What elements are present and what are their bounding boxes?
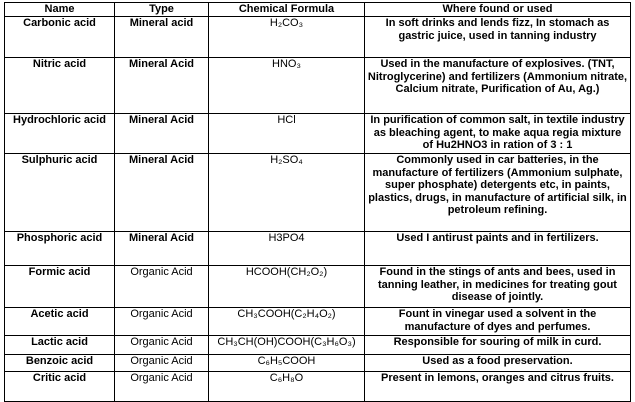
acid-usage: Used in the manufacture of explosives. (TNT, Nitroglycerine) and fertilizers (Ammonium nitrate, Calcium nitrate, Purification of Au, Ag.) (365, 58, 631, 114)
acid-type: Organic Acid (115, 336, 209, 355)
acid-usage: Fount in vinegar used a solvent in the manufacture of dyes and perfumes. (365, 308, 631, 336)
acid-formula: CH₃CH(OH)COOH(C₃H₆O₃) (209, 336, 365, 355)
acid-usage: Found in the stings of ants and bees, used in tanning leather, in medicines for treating gout disease of jointly. (365, 266, 631, 308)
acid-formula: C₆H₅COOH (209, 355, 365, 372)
acid-name: Benzoic acid (5, 355, 115, 372)
table-row (5, 308, 631, 336)
table-row (5, 114, 631, 154)
acids-table (4, 2, 631, 402)
acid-type: Mineral Acid (115, 232, 209, 266)
acid-type: Mineral Acid (115, 114, 209, 154)
table-row (5, 266, 631, 308)
table-row (5, 58, 631, 114)
acid-usage: In soft drinks and lends fizz, In stomach as gastric juice, used in tanning industry (365, 17, 631, 58)
acid-usage: Used as a food preservation. (365, 355, 631, 372)
header-type: Type (115, 3, 209, 17)
acid-usage: Used I antirust paints and in fertilizers. (365, 232, 631, 266)
acid-name: Acetic acid (5, 308, 115, 336)
table-row (5, 355, 631, 372)
acid-formula: C₆H₈O (209, 372, 365, 402)
acid-usage: Present in lemons, oranges and citrus fruits. (365, 372, 631, 402)
acid-formula: HNO₃ (209, 58, 365, 114)
acid-type: Organic Acid (115, 266, 209, 308)
acid-name: Sulphuric acid (5, 154, 115, 232)
acid-name: Lactic acid (5, 336, 115, 355)
acid-type: Organic Acid (115, 355, 209, 372)
header-formula: Chemical Formula (209, 3, 365, 17)
table-row (5, 154, 631, 232)
acid-name: Phosphoric acid (5, 232, 115, 266)
table-row (5, 17, 631, 58)
acid-name: Hydrochloric acid (5, 114, 115, 154)
table-row (5, 232, 631, 266)
table-row (5, 372, 631, 402)
acid-name: Nitric acid (5, 58, 115, 114)
table-body (5, 17, 631, 402)
acid-name: Carbonic acid (5, 17, 115, 58)
header-usage: Where found or used (365, 3, 631, 17)
acid-name: Critic acid (5, 372, 115, 402)
acid-type: Mineral Acid (115, 154, 209, 232)
header-row (5, 3, 631, 17)
acid-type: Mineral acid (115, 17, 209, 58)
table-row (5, 336, 631, 355)
acid-formula: CH₃COOH(C₂H₄O₂) (209, 308, 365, 336)
acid-formula: H3PO4 (209, 232, 365, 266)
acid-formula: H₂CO₃ (209, 17, 365, 58)
acid-formula: HCl (209, 114, 365, 154)
acid-usage: Responsible for souring of milk in curd. (365, 336, 631, 355)
acid-type: Organic Acid (115, 308, 209, 336)
header-name: Name (5, 3, 115, 17)
acid-usage: Commonly used in car batteries, in the manufacture of fertilizers (Ammonium sulphate, super phosphate) detergents etc, in paints, plastics, drugs, in manufacture of artificial silk, in petroleum refining. (365, 154, 631, 232)
acid-formula: H₂SO₄ (209, 154, 365, 232)
acid-type: Organic Acid (115, 372, 209, 402)
acid-formula: HCOOH(CH₂O₂) (209, 266, 365, 308)
acid-usage: In purification of common salt, in textile industry as bleaching agent, to make aqua regia mixture of Hu2HNO3 in ration of 3 : 1 (365, 114, 631, 154)
acids-table-container (4, 2, 630, 402)
table-header (5, 3, 631, 17)
acid-name: Formic acid (5, 266, 115, 308)
acid-type: Mineral Acid (115, 58, 209, 114)
